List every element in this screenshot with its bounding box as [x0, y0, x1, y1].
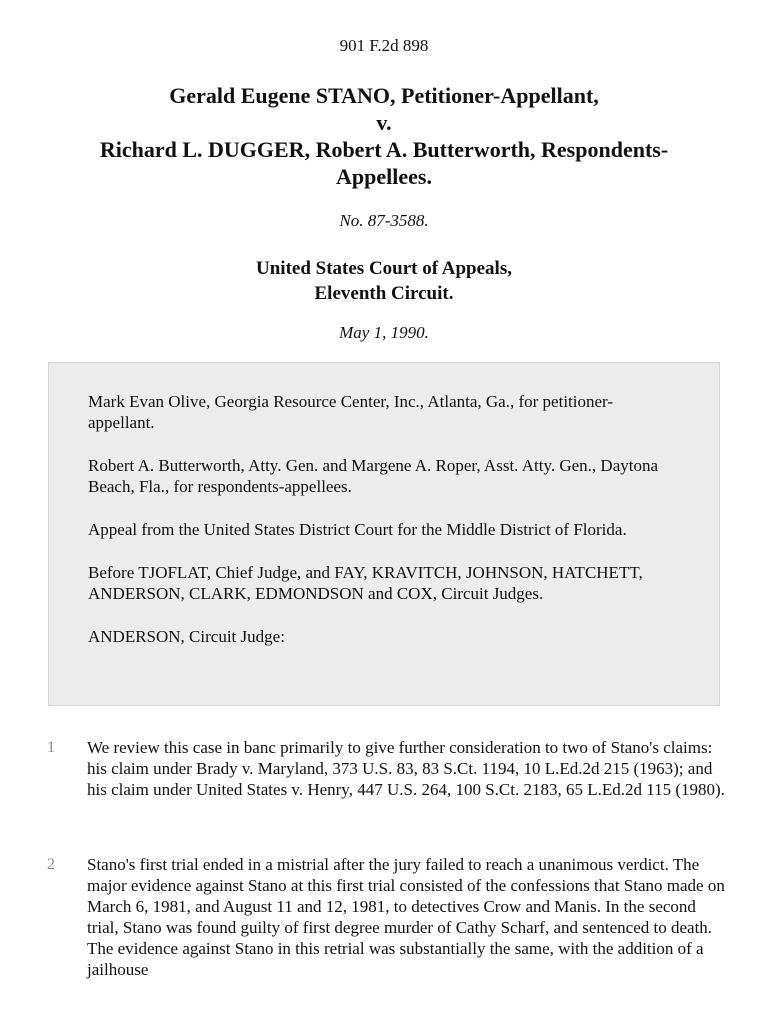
appeal-origin: Appeal from the United States District Court for the Middle District of Florida. — [88, 520, 627, 539]
decision-date: May 1, 1990. — [339, 323, 429, 342]
counsel-respondents: Robert A. Butterworth, Atty. Gen. and Margene A. Roper, Asst. Atty. Gen., Daytona Beach, Fla., for respondents-appellees. — [88, 456, 659, 496]
party-petitioner: Gerald Eugene STANO, Petitioner-Appellant, — [169, 83, 599, 108]
panel-judges: Before TJOFLAT, Chief Judge, and FAY, KRAVITCH, JOHNSON, HATCHETT, ANDERSON, CLARK, EDMONDSON and COX, Circuit Judges. — [88, 563, 643, 603]
court-name-line-2: Eleventh Circuit. — [314, 283, 454, 304]
paragraph-text: Stano's first trial ended in a mistrial after the jury failed to reach a unanimous verdict. The major evidence against Stano at this first trial consisted of the confessions that Stano made on March 6, 1981, and August 11 and 12, 1981, to detectives Crow and Manis. In the second trial, Stano was found guilty of first degree murder of Cathy Scharf, and sentenced to death. The evidence against Stano in this retrial was substantially the same, with the addition of a jailhouse — [87, 855, 725, 979]
case-citation: 901 F.2d 898 — [339, 36, 429, 55]
paragraph-number: 1 — [47, 739, 55, 756]
case-parties — [40, 82, 728, 190]
party-respondents-continued: Appellees. — [336, 164, 432, 189]
paragraph-text: We review this case in banc primarily to give further consideration to two of Stano's claims: his claim under Brady v. Maryland, 373 U.S. 83, 83 S.Ct. 1194, 10 L.Ed.2d 215 (1963); and his claim under United States v. Henry, 447 U.S. 264, 100 S.Ct. 2183, 65 L.Ed.2d 115 (1980). — [87, 738, 725, 799]
counsel-petitioner: Mark Evan Olive, Georgia Resource Center, Inc., Atlanta, Ga., for petitioner-appellant. — [88, 392, 614, 432]
party-versus: v. — [376, 110, 392, 135]
counsel-box — [48, 362, 720, 706]
party-respondents: Richard L. DUGGER, Robert A. Butterworth, Respondents- — [99, 137, 669, 162]
opinion-paragraph — [47, 854, 727, 980]
opinion-author: ANDERSON, Circuit Judge: — [88, 627, 285, 646]
opinion-paragraph — [47, 737, 727, 800]
paragraph-number: 2 — [47, 856, 55, 873]
court-name — [0, 256, 768, 306]
docket-number: No. 87-3588. — [339, 211, 429, 230]
court-name-line-1: United States Court of Appeals, — [256, 258, 512, 279]
